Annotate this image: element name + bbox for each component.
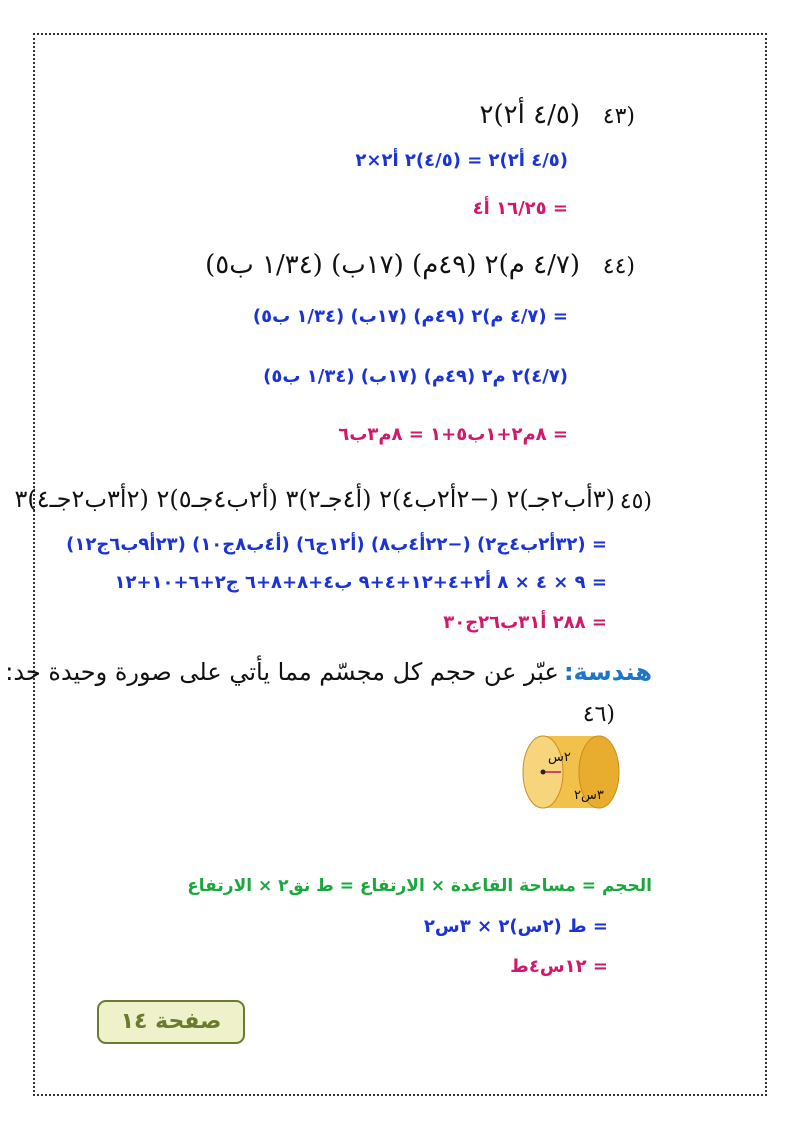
geometry-instruction: عبّر عن حجم كل مجسّم مما يأتي على صورة وحيدة حد: xyxy=(5,658,559,686)
geometry-heading xyxy=(5,658,652,686)
page-frame xyxy=(33,33,767,1096)
p43-expression: (٤/٥ أ٢)٢ xyxy=(479,100,580,130)
p45-number: ٤٥) xyxy=(619,489,652,514)
cylinder-height-label: ٣س٢ xyxy=(574,788,604,803)
p44-number: ٤٤) xyxy=(602,254,635,279)
p43-number: ٤٣) xyxy=(602,104,635,129)
p44-expression: (٤/٧ م)٢ (٤٩م) (١٧ب) (١/٣٤ ب٥) xyxy=(205,250,580,280)
p45-result: = ٢٨٨ أ٣١ب٢٦ج٣٠ xyxy=(443,612,607,633)
p46-number: ٤٦) xyxy=(582,702,615,727)
p46-formula: الحجم = مساحة القاعدة × الارتفاع = ط نق٢ × الارتفاع xyxy=(187,876,652,896)
page-number-badge: صفحة ١٤ xyxy=(97,1000,245,1044)
p46-step1: = ط (٢س)٢ × ٣س٢ xyxy=(423,916,608,937)
p45-expression: (٣أب٢جـ)٢ (−٢أ٢ب٤)٢ (أ٤جـ٢)٣ (أ٢ب٤جـ٥)٢ (٢أ٣ب٢جـ٤)٣ xyxy=(14,485,615,513)
geometry-label: هندسة: xyxy=(563,658,652,686)
p45-step1: = (٣٢أ٢ب٤ج٢) (−٢٢أ٤ب٨) (أ١٢ج٦) (أ٤ب٨ج١٠) (٢٣أ٩ب٦ج١٢) xyxy=(66,534,607,555)
cylinder-radius-label: ٢س xyxy=(548,750,571,765)
p44-step1: = (٤/٧ م)٢ (٤٩م) (١٧ب) (١/٣٤ ب٥) xyxy=(252,306,568,327)
p45-step2: = ٩ × ٤ × ٨ أ٢+٤+١٢+٤+٩ ب٤+٨+٨+٦ ج٢+٦+١٠+١٢ xyxy=(114,572,607,593)
p43-result: = ١٦/٢٥ أ٤ xyxy=(472,198,568,219)
p44-step2: (٤/٧)٢ م٢ (٤٩م) (١٧ب) (١/٣٤ ب٥) xyxy=(263,366,568,387)
p46-result: = ١٢س٤ط xyxy=(510,956,608,977)
cylinder-figure xyxy=(505,730,630,825)
p43-step1: (٤/٥ أ٢)٢ = (٤/٥)٢ أ٢×٢ xyxy=(355,150,568,171)
p44-result: = ٨م٢+١ب٥+١ = ٨م٣ب٦ xyxy=(338,424,568,445)
